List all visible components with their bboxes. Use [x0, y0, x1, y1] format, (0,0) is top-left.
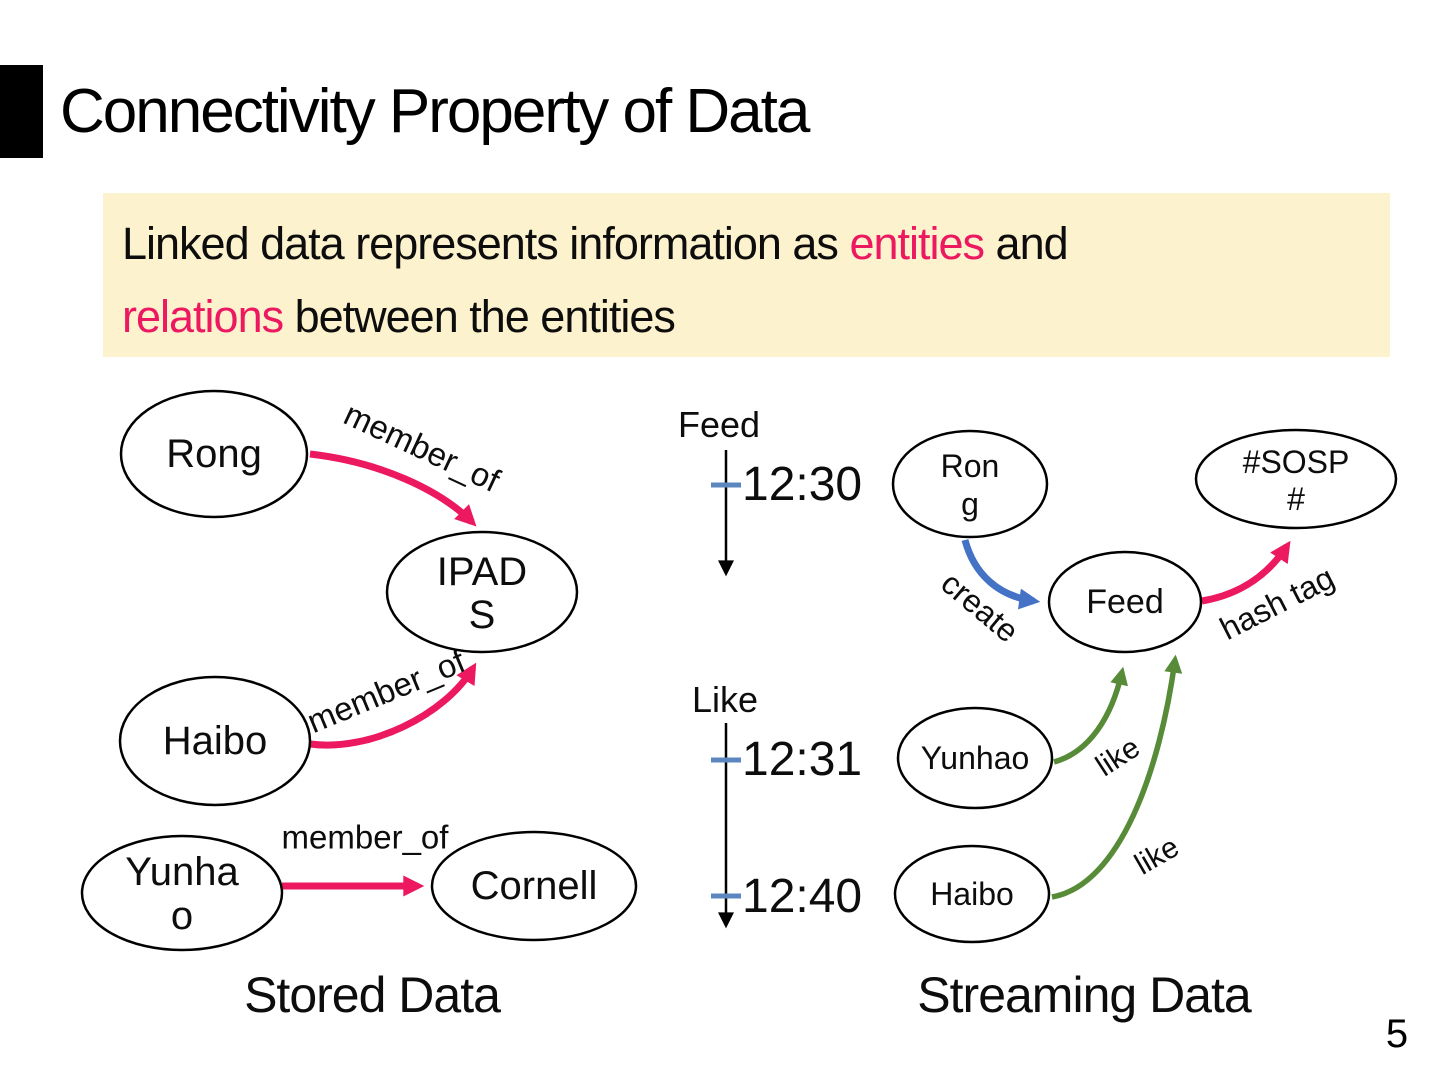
node-yunhao-stored: [82, 836, 282, 950]
node-rong-streaming-label-line1: Ron: [940, 448, 1000, 484]
callout-line1-text: Linked data represents information as: [122, 218, 850, 269]
like-timeline-label: Like: [692, 679, 759, 720]
node-haibo-stored: [120, 677, 310, 805]
stored-data-diagram: [82, 391, 636, 1023]
callout-line1-tail: and: [984, 218, 1068, 269]
callout-line2-tail: between the entities: [283, 291, 675, 342]
node-rong-stored-label: Rong: [166, 432, 262, 476]
node-yunhao-streaming: [898, 708, 1052, 808]
stored-data-caption: Stored Data: [244, 967, 500, 1023]
node-rong-streaming-label-line2: g: [961, 486, 979, 522]
edge-label-member-of-1: member_of: [338, 394, 506, 500]
callout-term-entities: entities: [849, 218, 985, 269]
node-haibo-stored-label: Haibo: [162, 719, 268, 763]
page-title: Connectivity Property of Data: [60, 77, 809, 146]
edge-label-like-1: like: [1090, 730, 1146, 784]
node-sosp-streaming-label-line1: #SOSP: [1242, 444, 1350, 480]
node-yunhao-stored-label-line2: o: [170, 894, 194, 938]
node-ipads-stored: [387, 532, 577, 652]
feed-timeline-time-1230: 12:30: [742, 458, 863, 511]
node-ipads-stored-label-line1: IPAD: [436, 550, 528, 594]
feed-timeline-label: Feed: [678, 404, 761, 445]
edge-label-like-2: like: [1129, 830, 1185, 882]
like-timeline-time-1231: 12:31: [742, 733, 863, 786]
like-timeline: [692, 679, 862, 923]
page-number: 5: [1385, 1012, 1409, 1056]
node-rong-streaming: [893, 431, 1047, 537]
streaming-data-caption: Streaming Data: [917, 967, 1251, 1023]
node-cornell-stored: [432, 832, 636, 940]
node-sosp-streaming: [1196, 430, 1396, 528]
callout-term-relations: relations: [122, 291, 284, 342]
node-ipads-stored-label-line2: S: [468, 593, 496, 637]
feed-timeline: [678, 404, 862, 570]
node-yunhao-streaming-label: Yunhao: [920, 740, 1030, 776]
edge-label-create: create: [934, 564, 1026, 650]
edge-label-member-of-2: member_of: [301, 641, 471, 741]
edge-label-hash-tag: hash tag: [1214, 559, 1340, 647]
node-cornell-stored-label: Cornell: [470, 864, 598, 908]
streaming-data-diagram: [893, 430, 1396, 1023]
node-haibo-streaming-label: Haibo: [930, 876, 1014, 912]
node-rong-stored: [121, 391, 307, 517]
node-yunhao-stored-label-line1: Yunha: [125, 850, 239, 894]
node-sosp-streaming-label-line2: #: [1287, 481, 1305, 517]
node-feed-streaming-label: Feed: [1086, 583, 1164, 621]
node-haibo-streaming: [895, 846, 1049, 942]
node-feed-streaming: [1049, 552, 1201, 652]
edge-label-member-of-3: member_of: [281, 818, 449, 856]
like-timeline-time-1240: 12:40: [742, 870, 863, 923]
